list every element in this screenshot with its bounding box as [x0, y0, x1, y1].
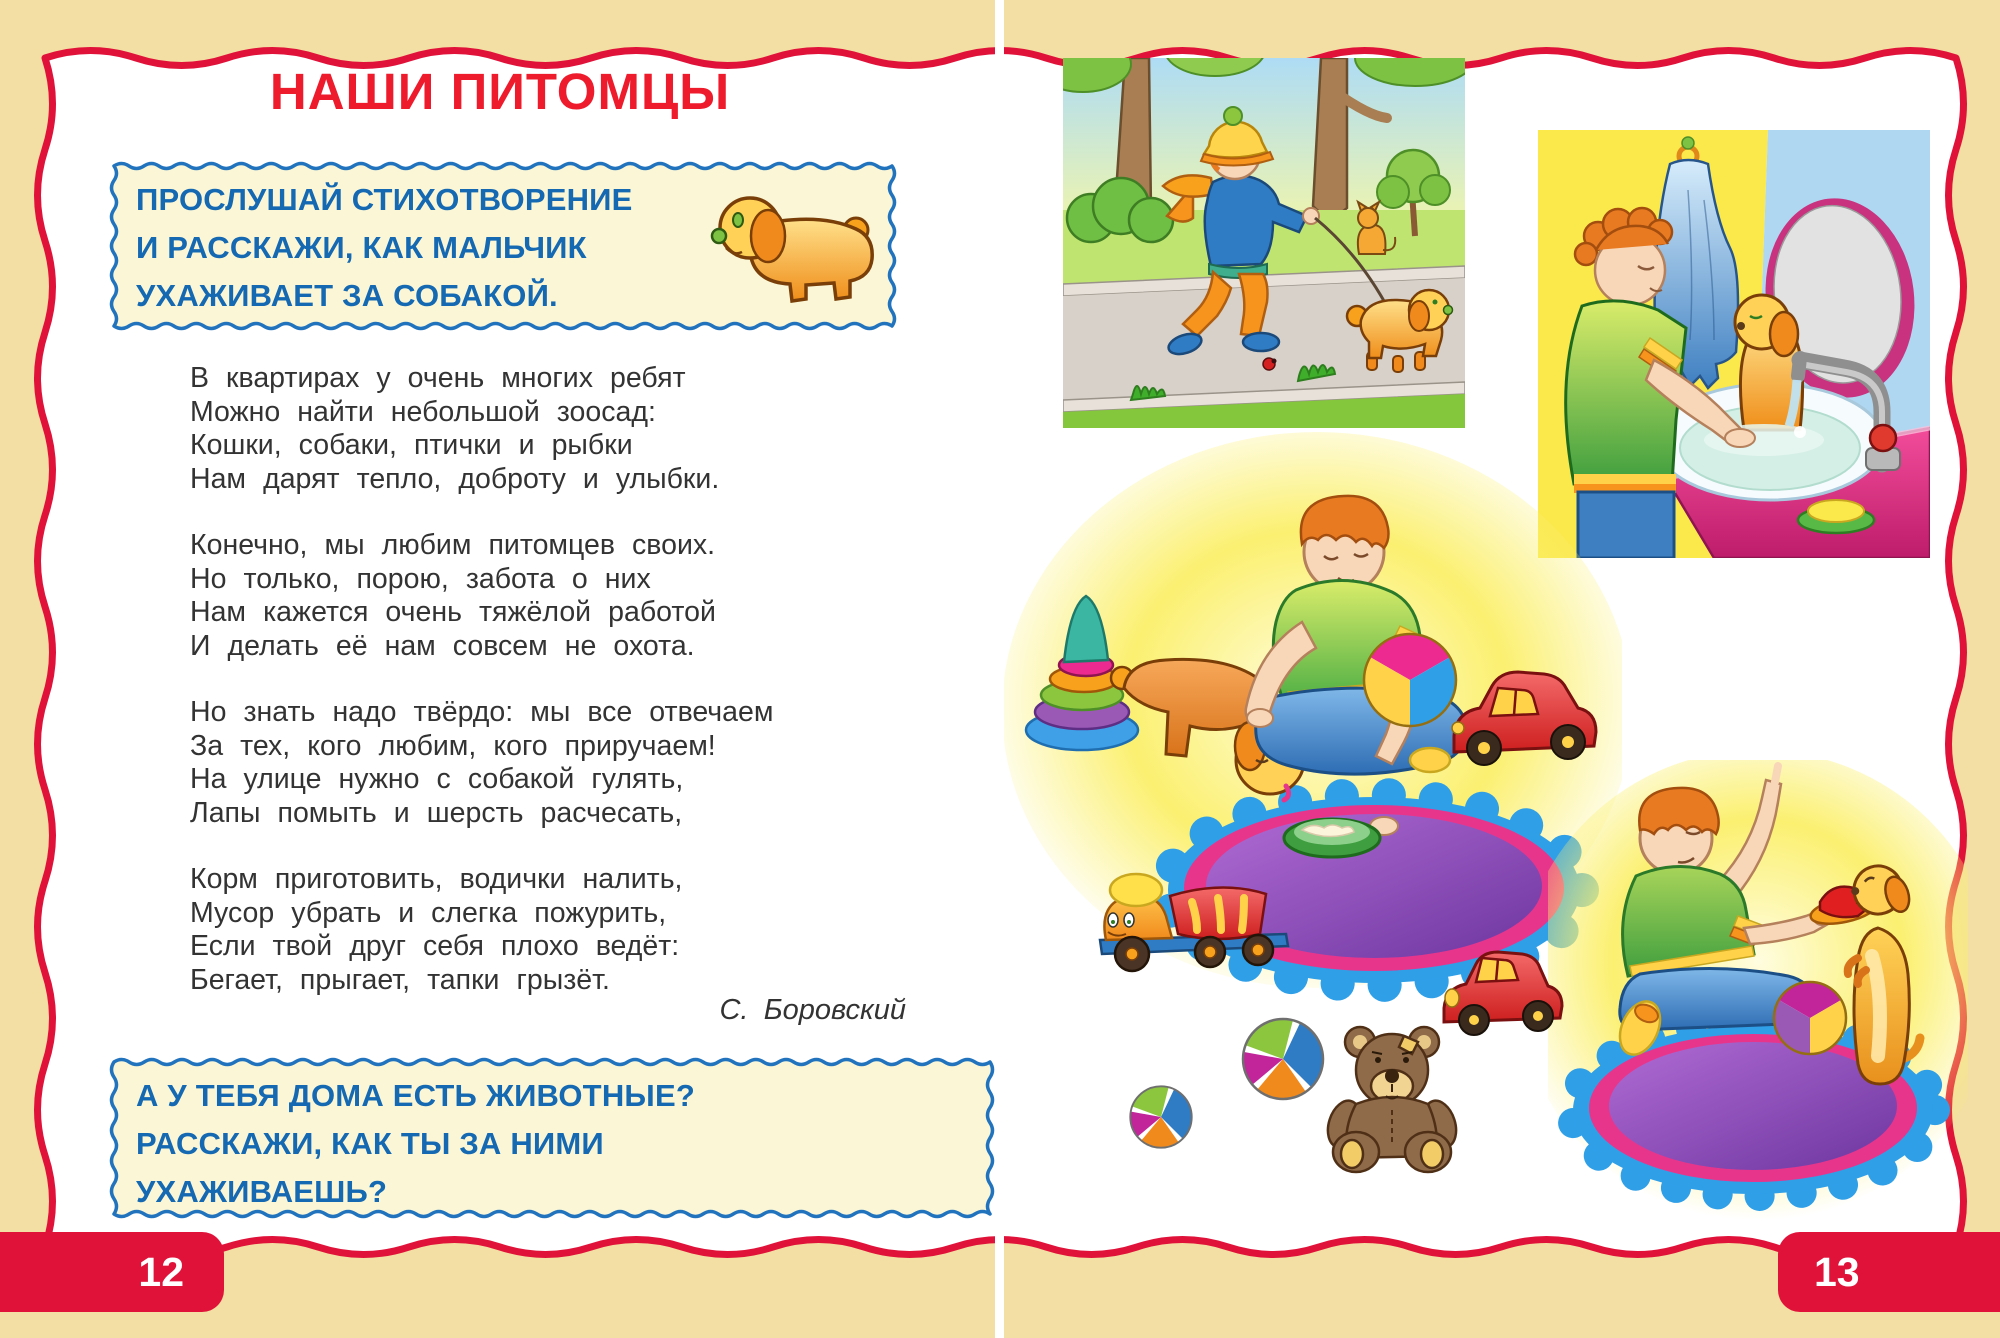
- poem-author: С. Боровский: [719, 994, 906, 1026]
- poem-line: Конечно, мы любим питомцев своих.: [190, 529, 716, 561]
- task-box-top-text: [136, 176, 633, 320]
- page-gutter: [995, 0, 1004, 1338]
- poem-line: Мусор убрать и слегка пожурить,: [190, 896, 667, 929]
- poem: [190, 362, 773, 1030]
- teddy-bear: [1316, 1018, 1468, 1178]
- poem-stanza: [190, 362, 773, 496]
- task-line: УХАЖИВАЕШЬ?: [136, 1174, 388, 1209]
- faucet-knob: [1870, 425, 1896, 451]
- poem-line: Лапы помыть и шерсть расчесать,: [190, 796, 683, 829]
- puppy-icon: [704, 178, 882, 314]
- task-line: РАССКАЖИ, КАК ТЫ ЗА НИМИ: [136, 1126, 604, 1161]
- task-box-top: [108, 160, 898, 332]
- page-number-label: 13: [1814, 1248, 1860, 1295]
- poem-line: Но только, порою, забота о них: [190, 562, 651, 595]
- poem-line: Если твой друг себя плохо ведёт:: [190, 930, 680, 962]
- page-number-label: 12: [138, 1248, 184, 1295]
- poem-line: Кошки, собаки, птички и рыбки: [190, 429, 633, 461]
- poem-line: И делать её нам совсем не охота.: [190, 629, 695, 662]
- poem-line: Нам кажется очень тяжёлой работой: [190, 596, 716, 628]
- task-box-bottom-text: [136, 1072, 695, 1216]
- toy-dump-truck: [1092, 856, 1297, 974]
- dog-bowl: [1284, 819, 1380, 857]
- page-number-right: [1778, 1232, 2000, 1312]
- beach-ball: [1364, 634, 1456, 726]
- poem-line: Корм приготовить, водички налить,: [190, 863, 683, 895]
- poem-line: В квартирах у очень многих ребят: [190, 362, 686, 394]
- task-line: А У ТЕБЯ ДОМА ЕСТЬ ЖИВОТНЫЕ?: [136, 1078, 695, 1113]
- illustration-boy-scolding-dog: [1548, 760, 1968, 1238]
- poem-line: Бегает, прыгает, тапки грызёт.: [190, 963, 610, 996]
- page-number-left: [0, 1232, 224, 1312]
- task-box-bottom: [108, 1056, 996, 1220]
- poem-line: Нам дарят тепло, доброту и улыбки.: [190, 462, 720, 495]
- page-title: НАШИ ПИТОМЦЫ: [269, 63, 731, 120]
- task-line: УХАЖИВАЕТ ЗА СОБАКОЙ.: [136, 278, 558, 313]
- dog-begging: [1846, 859, 1920, 1084]
- poem-stanza: [190, 863, 773, 997]
- poem-line: За тех, кого любим, кого приручаем!: [190, 729, 716, 762]
- task-line: ПРОСЛУШАЙ СТИХОТВОРЕНИЕ: [136, 182, 633, 217]
- poem-line: Можно найти небольшой зоосад:: [190, 395, 656, 428]
- ball: [1774, 982, 1846, 1054]
- poem-stanza: [190, 529, 773, 663]
- task-line: И РАССКАЖИ, КАК МАЛЬЧИК: [136, 230, 587, 265]
- poem-stanza: [190, 696, 773, 830]
- illustration-boy-walking-dog: [1063, 58, 1465, 428]
- toy-ball: [1238, 1016, 1328, 1102]
- poem-line: На улице нужно с собакой гулять,: [190, 763, 684, 795]
- toy-ball-small: [1126, 1084, 1196, 1150]
- poem-line: Но знать надо твёрдо: мы все отвечаем: [190, 696, 774, 728]
